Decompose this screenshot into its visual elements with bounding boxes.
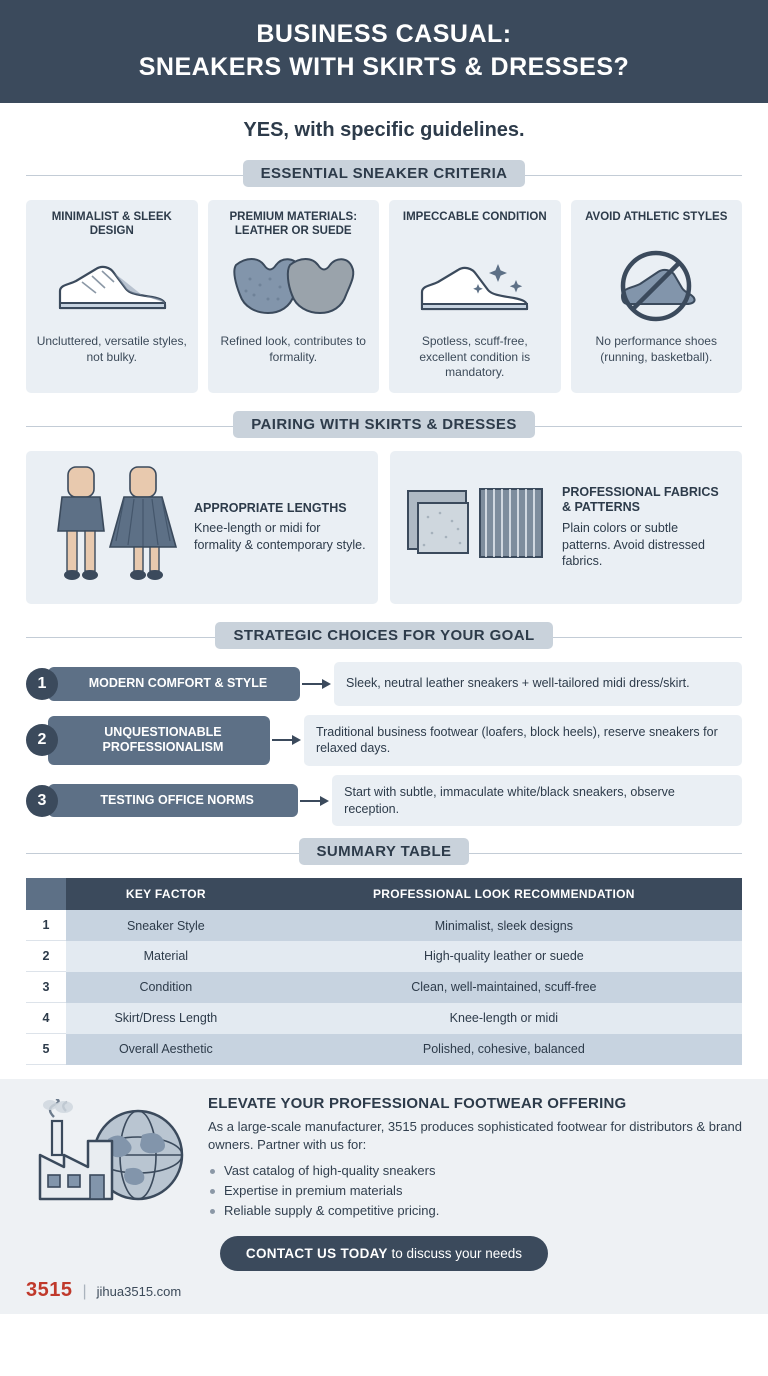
table-cell-recommendation: Knee-length or midi [266, 1003, 742, 1034]
factory-globe-icon [26, 1095, 194, 1221]
section-header-strategy-label: STRATEGIC CHOICES FOR YOUR GOAL [215, 622, 552, 649]
table-row [26, 1034, 742, 1065]
table-cell-index: 3 [26, 972, 66, 1003]
pairing-card-text: Knee-length or midi for formality & contemporary style. [194, 521, 366, 553]
cta-section [0, 1079, 768, 1231]
strategy-number: 3 [26, 785, 58, 817]
cta-bullet: Vast catalog of high-quality sneakers [208, 1161, 742, 1181]
cta-text: As a large-scale manufacturer, 3515 produces sophisticated footwear for distributors & brand owners. Partner with us for: [208, 1119, 743, 1153]
criteria-card [208, 200, 380, 393]
subtitle: YES, with specific guidelines. [243, 119, 525, 141]
table-cell-factor: Overall Aesthetic [66, 1034, 266, 1065]
criteria-card-text: Spotless, scuff-free, excellent condition is mandatory. [419, 334, 531, 380]
pairing-card-title: APPROPRIATE LENGTHS [194, 500, 347, 515]
table-cell-index: 1 [26, 910, 66, 941]
page-header [0, 0, 768, 103]
sparkling-sneaker-icon [397, 244, 553, 328]
contact-us-button-rest: to discuss your needs [387, 1245, 523, 1261]
table-cell-factor: Skirt/Dress Length [66, 1003, 266, 1034]
sneaker-side-icon [34, 244, 190, 328]
pairing-card-group [0, 451, 768, 604]
table-row [26, 972, 742, 1003]
criteria-card [389, 200, 561, 393]
leather-swatch-icon [216, 244, 372, 328]
brand-divider: | [82, 1282, 87, 1300]
arrow-right-icon [300, 678, 334, 690]
cta-bullet: Reliable supply & competitive pricing. [208, 1201, 742, 1221]
criteria-card-text: Refined look, contributes to formality. [220, 334, 366, 364]
brand-logo: 3515 [26, 1278, 73, 1301]
section-header-strategy [26, 622, 742, 652]
table-cell-factor: Sneaker Style [66, 910, 266, 941]
table-cell-recommendation: Clean, well-maintained, scuff-free [266, 972, 742, 1003]
table-header-row [26, 878, 742, 910]
strategy-number: 2 [26, 724, 58, 756]
contact-us-button[interactable] [220, 1236, 548, 1271]
pairing-card [26, 451, 378, 604]
table-row [26, 941, 742, 972]
table-cell-index: 2 [26, 941, 66, 972]
fabric-swatches-icon [402, 477, 552, 578]
section-header-criteria-label: ESSENTIAL SNEAKER CRITERIA [243, 160, 526, 187]
pairing-card-text: Plain colors or subtle patterns. Avoid distressed fabrics. [562, 520, 705, 569]
cta-title: ELEVATE YOUR PROFESSIONAL FOOTWEAR OFFERING [208, 1095, 627, 1113]
brand-bar [0, 1271, 768, 1314]
cta-bullet: Expertise in premium materials [208, 1181, 742, 1201]
table-header-index [26, 878, 66, 910]
strategy-number: 1 [26, 668, 58, 700]
criteria-card-title: IMPECCABLE CONDITION [402, 211, 547, 223]
page-title [20, 18, 748, 83]
contact-us-button-strong: CONTACT US TODAY [245, 1245, 388, 1261]
skirt-figures-icon [38, 461, 184, 594]
brand-url[interactable]: jihua3515.com [96, 1283, 182, 1299]
table-row [26, 910, 742, 941]
criteria-card-text: No performance shoes (running, basketball). [595, 334, 717, 364]
strategy-description: Traditional business footwear (loafers, block heels), reserve sneakers for relaxed days. [304, 715, 742, 766]
strategy-description: Sleek, neutral leather sneakers + well-tailored midi dress/skirt. [334, 662, 742, 706]
page-title-line1: BUSINESS CASUAL: [256, 20, 512, 48]
section-header-pairing-label: PAIRING WITH SKIRTS & DRESSES [233, 411, 535, 438]
criteria-card-title: AVOID ATHLETIC STYLES [585, 211, 728, 223]
strategy-goal: MODERN COMFORT & STYLE [48, 667, 300, 701]
section-header-summary-label: SUMMARY TABLE [299, 838, 470, 865]
pairing-card-title: PROFESSIONAL FABRICS & PATTERNS [562, 484, 719, 515]
strategy-list [0, 662, 768, 827]
criteria-card [26, 200, 198, 393]
table-cell-factor: Condition [66, 972, 266, 1003]
page-title-line2: SNEAKERS WITH SKIRTS & DRESSES? [138, 52, 630, 81]
arrow-right-icon [298, 795, 332, 807]
criteria-card-title: PREMIUM MATERIALS: LEATHER OR SUEDE [229, 211, 358, 238]
section-header-pairing [26, 411, 742, 441]
table-row [26, 1003, 742, 1034]
section-header-summary [26, 838, 742, 868]
cta-button-row [0, 1232, 768, 1271]
table-cell-recommendation: High-quality leather or suede [266, 941, 742, 972]
strategy-goal: TESTING OFFICE NORMS [48, 784, 298, 818]
table-cell-index: 4 [26, 1003, 66, 1034]
strategy-row [26, 715, 742, 766]
table-cell-index: 5 [26, 1034, 66, 1065]
strategy-description: Start with subtle, immaculate white/black sneakers, observe reception. [332, 775, 742, 826]
table-cell-recommendation: Minimalist, sleek designs [266, 910, 742, 941]
summary-table-wrapper [0, 878, 768, 1065]
section-header-criteria [26, 160, 742, 190]
summary-table [26, 878, 742, 1065]
criteria-card [571, 200, 743, 393]
pairing-card [390, 451, 742, 604]
table-header-key-factor: KEY FACTOR [66, 878, 266, 910]
criteria-card-group [0, 200, 768, 393]
table-header-recommendation: PROFESSIONAL LOOK RECOMMENDATION [266, 878, 742, 910]
strategy-goal: UNQUESTIONABLE PROFESSIONALISM [48, 716, 270, 765]
strategy-row [26, 662, 742, 706]
cta-bullet-list [208, 1161, 742, 1221]
table-cell-factor: Material [66, 941, 266, 972]
strategy-row [26, 775, 742, 826]
no-athletic-shoe-icon [579, 244, 735, 328]
criteria-card-title: MINIMALIST & SLEEK DESIGN [51, 211, 172, 238]
criteria-card-text: Uncluttered, versatile styles, not bulky. [36, 334, 187, 364]
table-cell-recommendation: Polished, cohesive, balanced [266, 1034, 742, 1065]
arrow-right-icon [270, 734, 304, 746]
